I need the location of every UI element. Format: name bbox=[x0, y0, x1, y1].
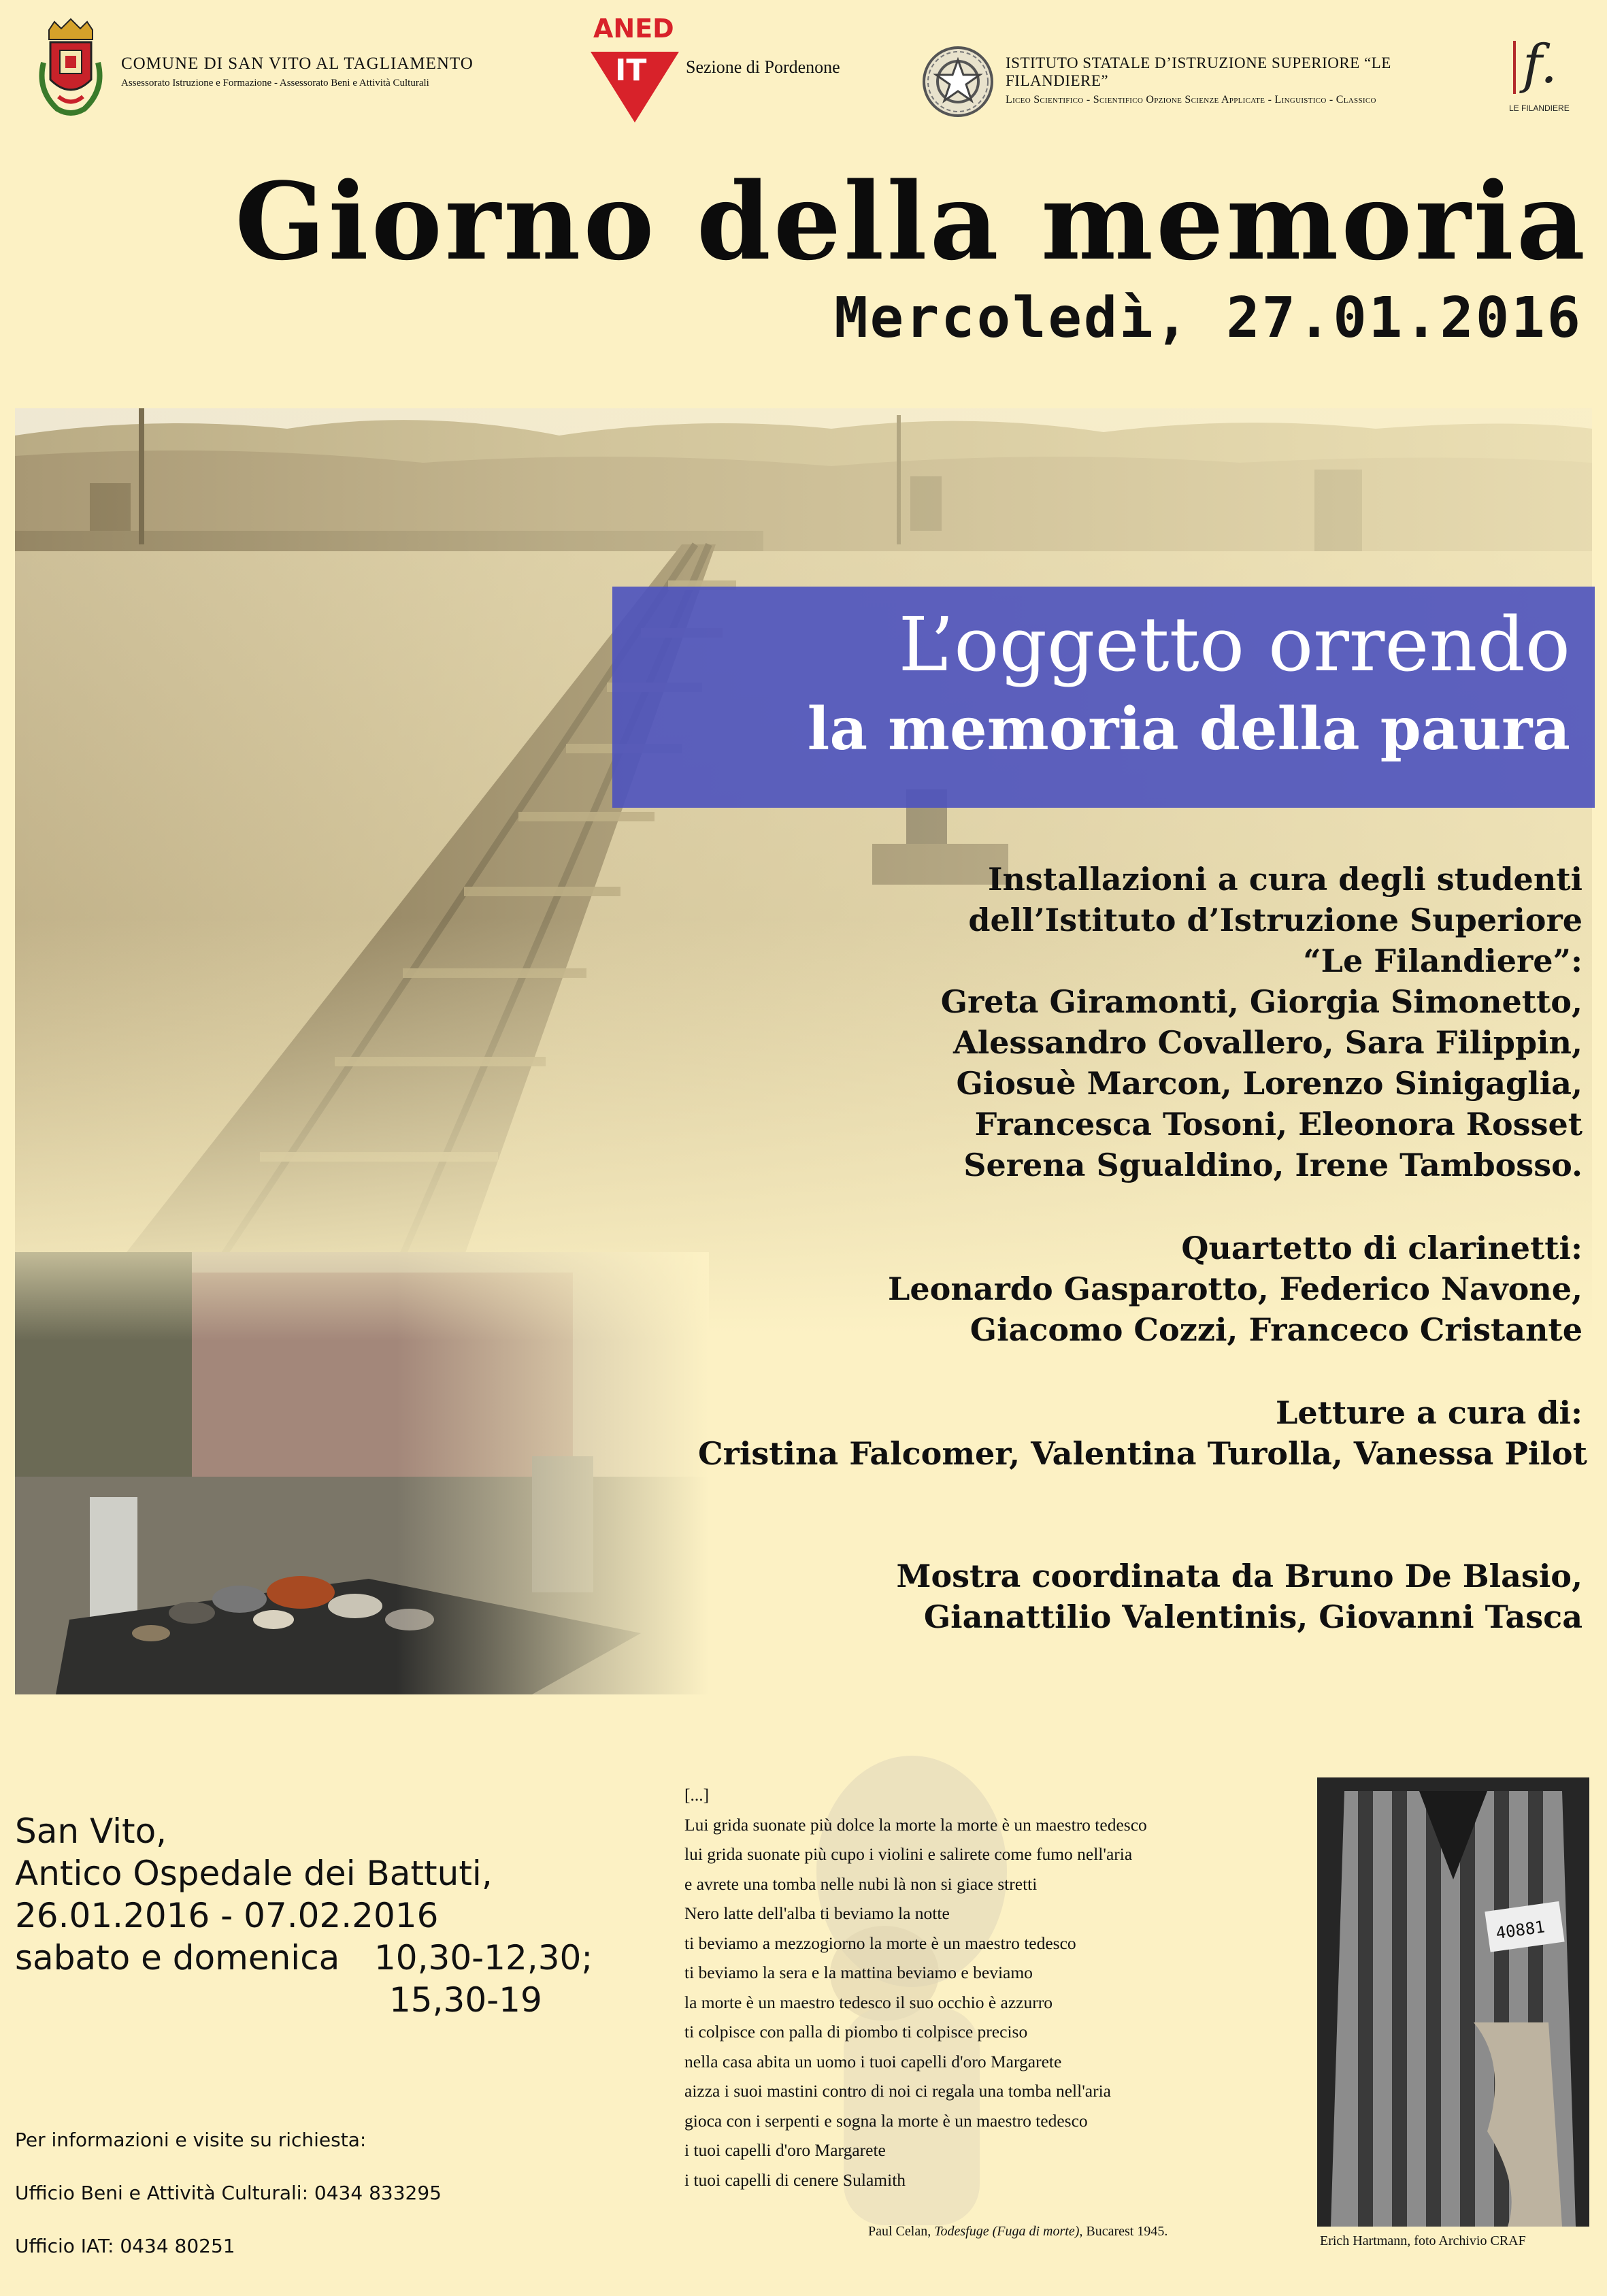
aned-logo-it: IT bbox=[615, 53, 647, 88]
contact-office-culture: Ufficio Beni e Attività Culturali: 0434 833295 bbox=[15, 2182, 442, 2204]
venue-hours-afternoon: 15,30-19 bbox=[389, 1980, 542, 2020]
poem-line: ti beviamo la sera e la mattina beviamo e beviamo bbox=[684, 1963, 1033, 1982]
credits-line: Quartetto di clarinetti: bbox=[1181, 1230, 1583, 1266]
banner-subtitle: la memoria della paura bbox=[807, 695, 1570, 764]
credits-line: Alessandro Covallero, Sara Filippin, bbox=[953, 1024, 1583, 1061]
venue-city: San Vito, bbox=[15, 1811, 167, 1851]
venue-dates: 26.01.2016 - 07.02.2016 bbox=[15, 1896, 439, 1935]
citation-author: Paul Celan, bbox=[868, 2224, 931, 2239]
venue-place: Antico Ospedale dei Battuti, bbox=[15, 1854, 493, 1893]
istituto-title: ISTITUTO STATALE D’ISTRUZIONE SUPERIORE “LE FILANDIERE” bbox=[1006, 54, 1391, 89]
poem-line: gioca con i serpenti e sogna la morte è un maestro tedesco bbox=[684, 2110, 1088, 2131]
citation-title: Todesfuge (Fuga di morte), bbox=[934, 2224, 1083, 2239]
poem-line: ti beviamo a mezzogiorno la morte è un maestro tedesco bbox=[684, 1933, 1076, 1953]
credits-line: Gianattilio Valentinis, Giovanni Tasca bbox=[923, 1598, 1583, 1635]
photo-credit: Erich Hartmann, foto Archivio CRAF bbox=[1320, 2233, 1526, 2248]
installations-credits bbox=[698, 859, 1583, 1185]
citation-place: Bucarest 1945. bbox=[1086, 2224, 1168, 2239]
stones-on-grave-photo bbox=[15, 1252, 709, 1694]
poem-citation bbox=[868, 2224, 1167, 2240]
credits-line: Cristina Falcomer, Valentina Turolla, Vanessa Pilot bbox=[698, 1435, 1587, 1472]
banner-title: L’oggetto orrendo bbox=[898, 601, 1570, 688]
credits-line: Leonardo Gasparotto, Federico Navone, bbox=[888, 1270, 1583, 1307]
filandiere-logo bbox=[1509, 34, 1584, 122]
credits-line: Installazioni a cura degli studenti bbox=[988, 861, 1583, 898]
page-title: Giorno della memoria bbox=[235, 159, 1588, 284]
poem-line: lui grida suonate più cupo i violini e salirete come fumo nell'aria bbox=[684, 1844, 1133, 1864]
credits-line: Serena Sgualdino, Irene Tambosso. bbox=[963, 1147, 1583, 1183]
comune-subtitle: Assessorato Istruzione e Formazione - Assessorato Beni e Attività Culturali bbox=[121, 78, 429, 88]
istituto-subtitle: Liceo Scientifico - Scientifico Opzione Scienze Applicate - Linguistico - Classico bbox=[1006, 94, 1376, 105]
prisoner-uniform-photo bbox=[1317, 1777, 1589, 2227]
comune-heading bbox=[121, 54, 475, 89]
comune-title: COMUNE DI SAN VITO AL TAGLIAMENTO bbox=[121, 54, 474, 73]
credits-block bbox=[698, 859, 1587, 1637]
credits-line: Greta Giramonti, Giorgia Simonetto, bbox=[940, 983, 1583, 1020]
contact-info bbox=[15, 2129, 442, 2288]
poem-line: i tuoi capelli di cenere Sulamith bbox=[684, 2169, 906, 2190]
event-theme-banner bbox=[612, 587, 1595, 808]
credits-line: “Le Filandiere”: bbox=[1303, 942, 1583, 979]
exhibition-credits bbox=[698, 1556, 1583, 1637]
poem-line: nella casa abita un uomo i tuoi capelli d'oro Margarete bbox=[684, 2051, 1062, 2071]
istituto-heading bbox=[1006, 54, 1495, 106]
uniform-number-tag: 40881 bbox=[1494, 1917, 1546, 1944]
poem-excerpt bbox=[684, 1780, 1324, 2195]
poem-line: e avrete una tomba nelle nubi là non si giace stretti bbox=[684, 1873, 1038, 1894]
contact-office-iat: Ufficio IAT: 0434 80251 bbox=[15, 2235, 235, 2257]
aned-section-label: Sezione di Pordenone bbox=[686, 57, 840, 77]
readings-credits bbox=[698, 1392, 1587, 1474]
filandiere-logo-caption: LE FILANDIERE bbox=[1509, 103, 1570, 113]
poem-line: la morte è un maestro tedesco il suo occhio è azzurro bbox=[684, 1992, 1053, 2012]
quartet-credits bbox=[698, 1228, 1583, 1350]
contact-intro: Per informazioni e visite su richiesta: bbox=[15, 2129, 367, 2151]
venue-hours-morning: 10,30-12,30; bbox=[374, 1938, 593, 1978]
credits-line: Mostra coordinata da Bruno De Blasio, bbox=[896, 1558, 1583, 1594]
poem-line: aizza i suoi mastini contro di noi ci regala una tomba nell'aria bbox=[684, 2081, 1112, 2101]
poem-line: Lui grida suonate più dolce la morte la morte è un maestro tedesco bbox=[684, 1814, 1147, 1835]
venue-info bbox=[15, 1810, 593, 2021]
comune-crest-logo bbox=[30, 15, 112, 117]
credits-line: dell’Istituto d’Istruzione Superiore bbox=[968, 902, 1583, 938]
aned-logo bbox=[584, 14, 686, 122]
poem-line: [...] bbox=[684, 1785, 710, 1805]
venue-days: sabato e domenica bbox=[15, 1938, 340, 1978]
poem-line: ti colpisce con palla di piombo ti colpisce preciso bbox=[684, 2022, 1028, 2041]
filandiere-logo-letter: f. bbox=[1523, 34, 1557, 95]
poem-line: i tuoi capelli d'oro Margarete bbox=[684, 2140, 886, 2160]
event-date: Mercoledì, 27.01.2016 bbox=[834, 286, 1583, 350]
credits-line: Letture a cura di: bbox=[1275, 1394, 1583, 1431]
italian-republic-emblem bbox=[920, 44, 996, 120]
aned-logo-wordmark: ANED bbox=[593, 14, 674, 44]
credits-line: Giacomo Cozzi, Franceco Cristante bbox=[970, 1311, 1583, 1348]
credits-line: Francesca Tosoni, Eleonora Rosset bbox=[974, 1106, 1583, 1143]
credits-line: Giosuè Marcon, Lorenzo Sinigaglia, bbox=[956, 1065, 1583, 1102]
poem-line: Nero latte dell'alba ti beviamo la notte bbox=[684, 1903, 950, 1923]
